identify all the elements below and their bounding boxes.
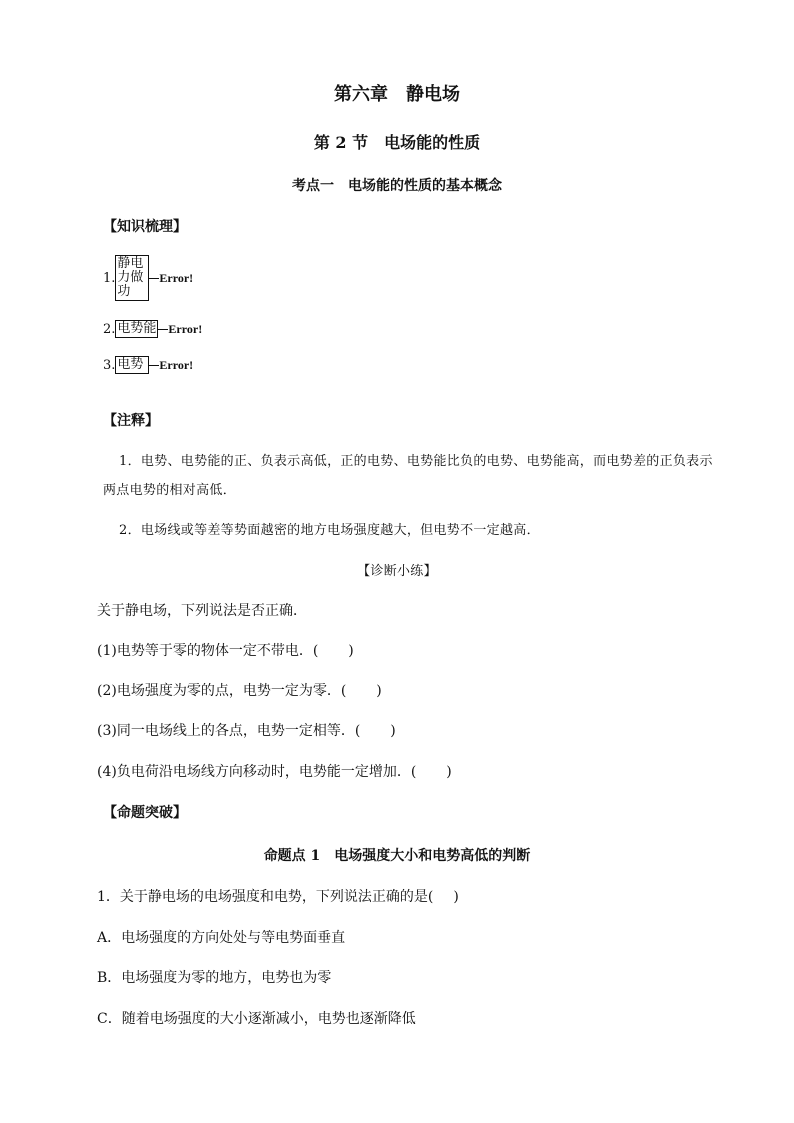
option-a: A．电场强度的方向处处与等电势面垂直 xyxy=(97,930,346,946)
connector-line xyxy=(149,278,159,279)
error-text: Error! xyxy=(168,321,203,336)
diagnosis-item-2: (2)电场强度为零的点，电势一定为零．( ) xyxy=(97,683,382,699)
notes-heading: 【注释】 xyxy=(103,413,159,429)
error-text: Error! xyxy=(159,270,194,285)
diagnosis-heading: 【诊断小练】 xyxy=(357,564,437,579)
note-1-line-1: 1．电势、电势能的正、负表示高低，正的电势、电势能比负的电势、电势能高，而电势差的正负表示 xyxy=(119,454,713,469)
knowledge-item-2 xyxy=(103,320,202,338)
chapter-title: 第六章 静电场 xyxy=(334,84,460,105)
knowledge-item-box: 静电力做功 xyxy=(115,255,149,301)
knowledge-item-box: 电势 xyxy=(115,356,149,374)
diagnosis-intro: 关于静电场，下列说法是否正确． xyxy=(97,603,307,619)
knowledge-item-number: 2. xyxy=(103,321,116,337)
section-title: 第 2 节 电场能的性质 xyxy=(313,133,481,152)
point-title: 命题点 1 电场强度大小和电势高低的判断 xyxy=(263,848,531,864)
note-2: 2．电场线或等差等势面越密的地方电场强度越大，但电势不一定越高． xyxy=(119,523,540,538)
knowledge-heading: 【知识梳理】 xyxy=(103,219,187,235)
knowledge-item-box: 电势能 xyxy=(117,321,157,336)
knowledge-item-3 xyxy=(103,356,193,374)
knowledge-item-number: 3. xyxy=(103,357,116,373)
note-1-line-2: 两点电势的相对高低． xyxy=(103,483,237,498)
question-stem: 1．关于静电场的电场强度和电势，下列说法正确的是( ) xyxy=(97,889,459,905)
topic-title: 考点一 电场能的性质的基本概念 xyxy=(292,178,502,194)
knowledge-item-1 xyxy=(103,255,193,301)
diagnosis-item-3: (3)同一电场线上的各点，电势一定相等．( ) xyxy=(97,723,396,739)
diagnosis-item-4: (4)负电荷沿电场线方向移动时，电势能一定增加．( ) xyxy=(97,764,452,780)
option-b: B．电场强度为零的地方，电势也为零 xyxy=(97,970,332,986)
option-c: C．随着电场强度的大小逐渐减小，电势也逐渐降低 xyxy=(97,1011,416,1027)
connector-line xyxy=(149,365,159,366)
knowledge-item-number: 1. xyxy=(103,270,116,286)
breakthrough-heading: 【命题突破】 xyxy=(103,805,187,821)
diagnosis-item-1: (1)电势等于零的物体一定不带电．( ) xyxy=(97,643,354,659)
error-text: Error! xyxy=(159,357,194,372)
connector-line xyxy=(158,329,168,330)
